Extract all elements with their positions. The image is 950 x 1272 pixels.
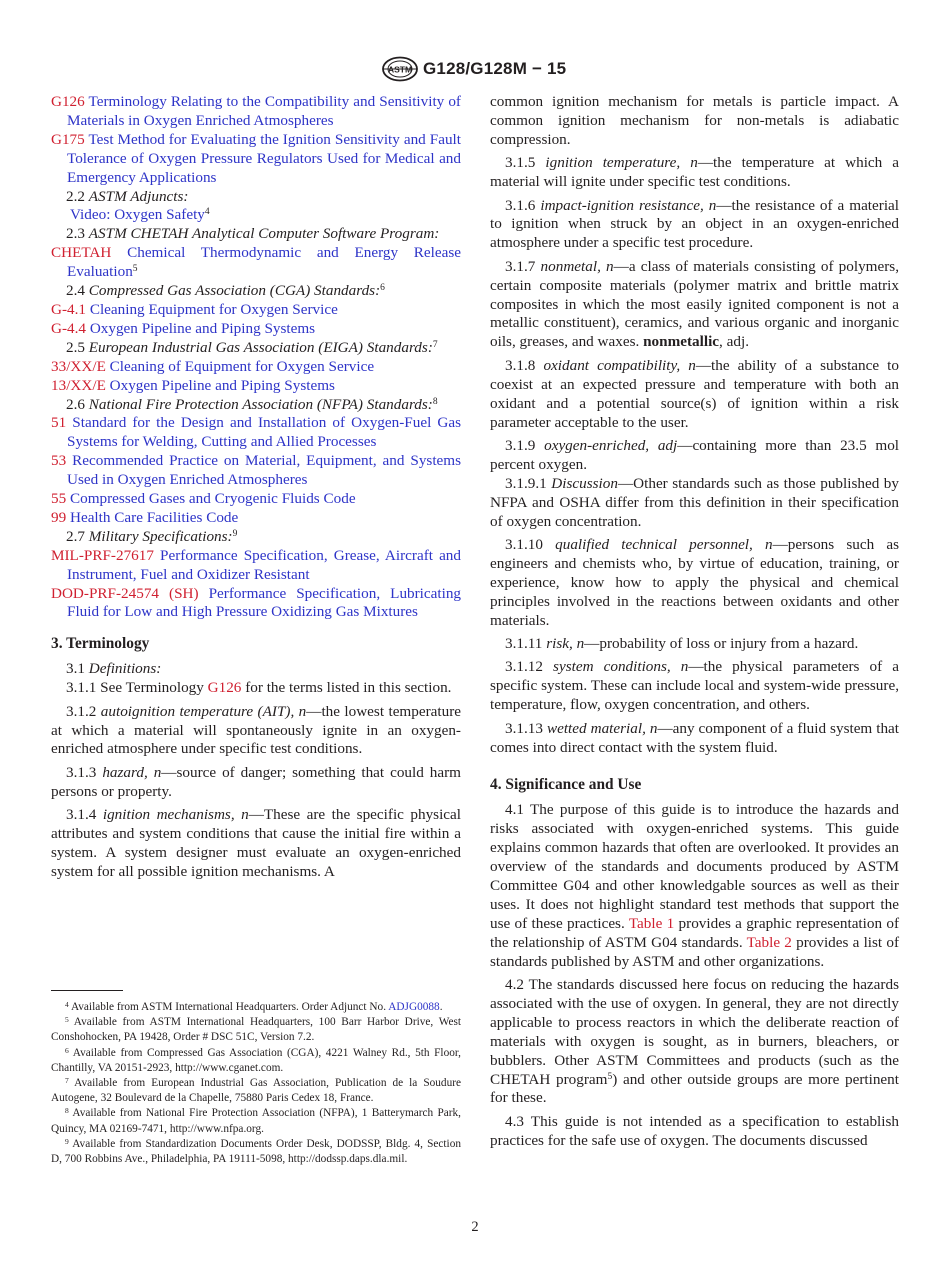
ref-title-link[interactable]: Chemical Thermodynamic and Energy Release Evaluation <box>67 244 461 281</box>
definition-3-1-1: 3.1.1 See Terminology G126 for the terms listed in this section. <box>66 679 452 697</box>
definition-3-1: 3.1 Definitions: <box>66 660 162 678</box>
definition-3-1-6: 3.1.6 impact-ignition resistance, n—the resistance of a material to ignition when struck by an object in an oxygen-enriched atmosphere under a specific test procedure. <box>490 196 900 252</box>
paragraph-4-2: 4.2 The standards discussed here focus on reducing the hazards associated with the use of oxygen. In general, they are not directly applicable to process reactors in which the deliberate reaction of materials with oxygen is sought, as in burners, bleachers, or bubblers. Other ASTM Committees and products (such as the CHETAH program$^5$) and other outside groups are more pertinent for these. <box>490 975 899 1107</box>
ref-title-link[interactable]: Terminology Relating to the Compatibility and Sensitivity of Materials in Oxygen Enriched Atmospheres <box>67 93 461 129</box>
video-link[interactable]: Video: Oxygen Safety <box>70 206 205 224</box>
ref-title-link[interactable]: Performance Specification, Lubricating Fluid for Low and High Pressure Oxidizing Gas Mixtures <box>67 584 462 621</box>
ref-code-link[interactable]: 51 <box>51 414 67 432</box>
footnote-9: $^9$ Available from Standardization Documents Order Desk, DODSSP, Bldg. 4, Section D, 700 Robbins Ave., Philadelphia, PA 19111-5098, http://dodssp.daps.dla.mil. <box>51 1136 461 1166</box>
definition-3-1-8: 3.1.8 oxidant compatibility, n—the ability of a substance to coexist at an expected pressure and temperature with both an oxidant and a potential source(s) of ignition within a risk parameter acceptable to the user. <box>490 356 899 431</box>
definition-3-1-4: 3.1.4 ignition mechanisms, n—These are the specific physical attributes and system conditions that cause the initial fire within a system. A system designer must evaluate an oxygen-enriched system for all possible ignition mechanisms. A <box>51 806 461 880</box>
definition-3-1-9-1: 3.1.9.1 Discussion—Other standards such as those published by NFPA and OSHA differ from this definition in their specification of oxygen concentration. <box>490 474 899 530</box>
footnote-4: $^4$ Available from ASTM International Headquarters. Order Adjunct No. ADJG0088. <box>65 1000 443 1013</box>
ref-title-link[interactable]: Recommended Practice on Material, Equipment, and Systems Used in Oxygen Enriched Atmospheres <box>67 452 462 489</box>
footnotes <box>51 1000 461 1167</box>
page-number: 2 <box>471 1219 479 1235</box>
reference-dod-prf-24574 <box>51 585 461 623</box>
ref-title-link[interactable]: Cleaning Equipment for Oxygen Service <box>89 300 338 318</box>
astm-logo-icon <box>381 56 419 82</box>
paragraph-4-1: 4.1 The purpose of this guide is to introduce the hazards and risks associated with oxygen-enriched systems. This guide explains common hazards that often are overlooked. It provides an overview of the standards and documents produced by ASTM Committee G04 and other knowledgable sources as well as their uses. It does not highlight standard test methods that support the use of these practices. Table 1 provides a graphic representation of the relationship of ASTM G04 standards. Table 2 provides a list of standards published by ASTM and other organizations. <box>490 801 900 970</box>
page-header <box>0 56 950 84</box>
ref-code-link[interactable]: DOD-PRF-24574 (SH) <box>51 584 199 602</box>
footnote-rule <box>51 990 123 991</box>
left-column <box>51 93 461 882</box>
ref-title-link[interactable]: Performance Specification, Grease, Aircraft and Instrument, Fuel and Oxidizer Resistant <box>67 546 461 583</box>
definition-3-1-9: 3.1.9 oxygen-enriched, adj—containing more than 23.5 mol percent oxygen. <box>490 436 900 473</box>
section-2-7: 2.7 Military Specifications:$^9$ <box>66 527 238 545</box>
reference-nfpa-51 <box>51 414 461 452</box>
reference-nfpa-53 <box>51 452 461 490</box>
ref-title-link[interactable]: Cleaning of Equipment for Oxygen Service <box>109 357 375 375</box>
ref-code-link[interactable]: 13/XX/E <box>51 376 106 394</box>
ref-title-link[interactable]: Standard for the Design and Installation of Oxygen-Fuel Gas Systems for Welding, Cutting and Allied Processes <box>67 414 462 451</box>
reference-eiga-13 <box>51 377 461 396</box>
section-2-2: 2.2 ASTM Adjuncts: <box>66 187 189 205</box>
g126-link[interactable]: G126 <box>207 679 242 697</box>
section-heading: 4. Significance and Use <box>490 776 642 794</box>
ref-code-link[interactable]: G-4.1 <box>51 300 87 318</box>
table-2-link[interactable]: Table 2 <box>746 933 792 951</box>
ref-title-link[interactable]: Oxygen Pipeline and Piping Systems <box>109 376 335 394</box>
definition-3-1-2: 3.1.2 autoignition temperature (AIT), n—the lowest temperature at which a material will spontaneously ignite in an oxygen-enriched atmosphere under specific test conditions. <box>51 702 461 758</box>
ref-code-link[interactable]: 33/XX/E <box>51 357 106 375</box>
section-2-4: 2.4 Compressed Gas Association (CGA) Standards:$^6$ <box>66 282 385 300</box>
definition-3-1-11: 3.1.11 risk, n—probability of loss or injury from a hazard. <box>505 634 859 652</box>
ref-code-link[interactable]: CHETAH <box>51 244 112 262</box>
adjunct-link[interactable]: ADJG0088 <box>388 1001 440 1013</box>
ref-title-link[interactable]: Oxygen Pipeline and Piping Systems <box>89 319 316 337</box>
section-2-5: 2.5 European Industrial Gas Association (EIGA) Standards:$^7$ <box>66 338 438 356</box>
svg-text:ASTM: ASTM <box>387 64 413 75</box>
ref-title-link[interactable]: Health Care Facilities Code <box>69 508 239 526</box>
ref-code-link[interactable]: G-4.4 <box>51 319 87 337</box>
definition-3-1-3: 3.1.3 hazard, n—source of danger; something that could harm persons or property. <box>51 763 461 800</box>
reference-eiga-33 <box>51 358 461 377</box>
ref-code-link[interactable]: MIL-PRF-27617 <box>51 546 154 564</box>
right-column <box>490 93 899 1151</box>
continued-text: common ignition mechanism for metals is particle impact. A common ignition mechanism for non-metals is adiabatic compression. <box>490 93 899 148</box>
reference-video: Video: Oxygen Safety$^4$ <box>70 206 210 224</box>
reference-g126 <box>51 93 461 131</box>
ref-title-link[interactable]: Compressed Gases and Cryogenic Fluids Code <box>69 490 356 508</box>
reference-cga-g41 <box>51 301 461 320</box>
definition-3-1-5: 3.1.5 ignition temperature, n—the temperature at which a material will ignite under specific test conditions. <box>490 154 900 191</box>
definition-3-1-10: 3.1.10 qualified technical personnel, n—persons such as engineers and chemists who, by virtue of education, training, or experience, know how to apply the physical and chemical principles involved in the reactions between oxidants and other materials. <box>490 535 900 629</box>
definition-3-1-13: 3.1.13 wetted material, n—any component of a fluid system that comes into direct contact with the system fluid. <box>490 719 900 756</box>
footnote-6: $^6$ Available from Compressed Gas Association (CGA), 4221 Walney Rd., 5th Floor, Chantilly, VA 20151-2923, http://www.cganet.com. <box>51 1045 462 1074</box>
table-1-link[interactable]: Table 1 <box>628 914 675 932</box>
ref-code-link[interactable]: G126 <box>51 93 85 110</box>
section-2-3: 2.3 ASTM CHETAH Analytical Computer Software Program: <box>66 225 440 243</box>
footnote-5: $^5$ Available from ASTM International Headquarters, 100 Barr Harbor Drive, West Conshohocken, PA 19428, Order # DSC 51C, Version 7.2. <box>51 1015 461 1044</box>
section-2-6: 2.6 National Fire Protection Association (NFPA) Standards:$^8$ <box>66 395 438 413</box>
reference-cga-g44 <box>51 320 461 339</box>
ref-code-link[interactable]: 53 <box>51 452 67 470</box>
reference-nfpa-99 <box>51 509 461 528</box>
reference-chetah: CHETAH Chemical Thermodynamic and Energy Release Evaluation$^5$ <box>51 244 461 281</box>
ref-code-link[interactable]: G175 <box>51 130 85 148</box>
ref-code-link[interactable]: 55 <box>51 490 67 508</box>
ref-title-link[interactable]: Test Method for Evaluating the Ignition Sensitivity and Fault Tolerance of Oxygen Pressure Regulators Used for Medical and Emergency Applications <box>67 130 461 186</box>
definition-3-1-7: 3.1.7 nonmetal, n—a class of materials consisting of polymers, certain composite materials (polymer matrix and brittle matrix composites in which the most easily ignited component is not a metallic constituent), ceramics, and various organic and inorganic oils, greases, and waxes. nonmetallic, adj. <box>490 257 899 351</box>
paragraph-4-3: 4.3 This guide is not intended as a specification to establish practices for the safe use of oxygen. The documents discussed <box>490 1112 899 1149</box>
ref-code-link[interactable]: 99 <box>51 508 67 526</box>
document-designation: G128/G128M − 15 <box>423 59 567 78</box>
reference-mil-prf-27617 <box>51 547 461 585</box>
reference-g175 <box>51 131 461 188</box>
section-heading: 3. Terminology <box>51 635 150 653</box>
footnote-8: $^8$ Available from National Fire Protection Association (NFPA), 1 Batterymarch Park, Quincy, MA 02169-7471, http://www.nfpa.org. <box>51 1106 461 1135</box>
reference-nfpa-55 <box>51 490 461 509</box>
footnote-7: $^7$ Available from European Industrial Gas Association, Publication de la Soudure Autogene, 32 Boulevard de la Chapelle, 75880 Paris Cedex 18, France. <box>51 1076 461 1105</box>
definition-3-1-12: 3.1.12 system conditions, n—the physical parameters of a specific system. These can include local and system-wide pressure, temperature, flow, oxygen concentration, and others. <box>490 658 899 714</box>
